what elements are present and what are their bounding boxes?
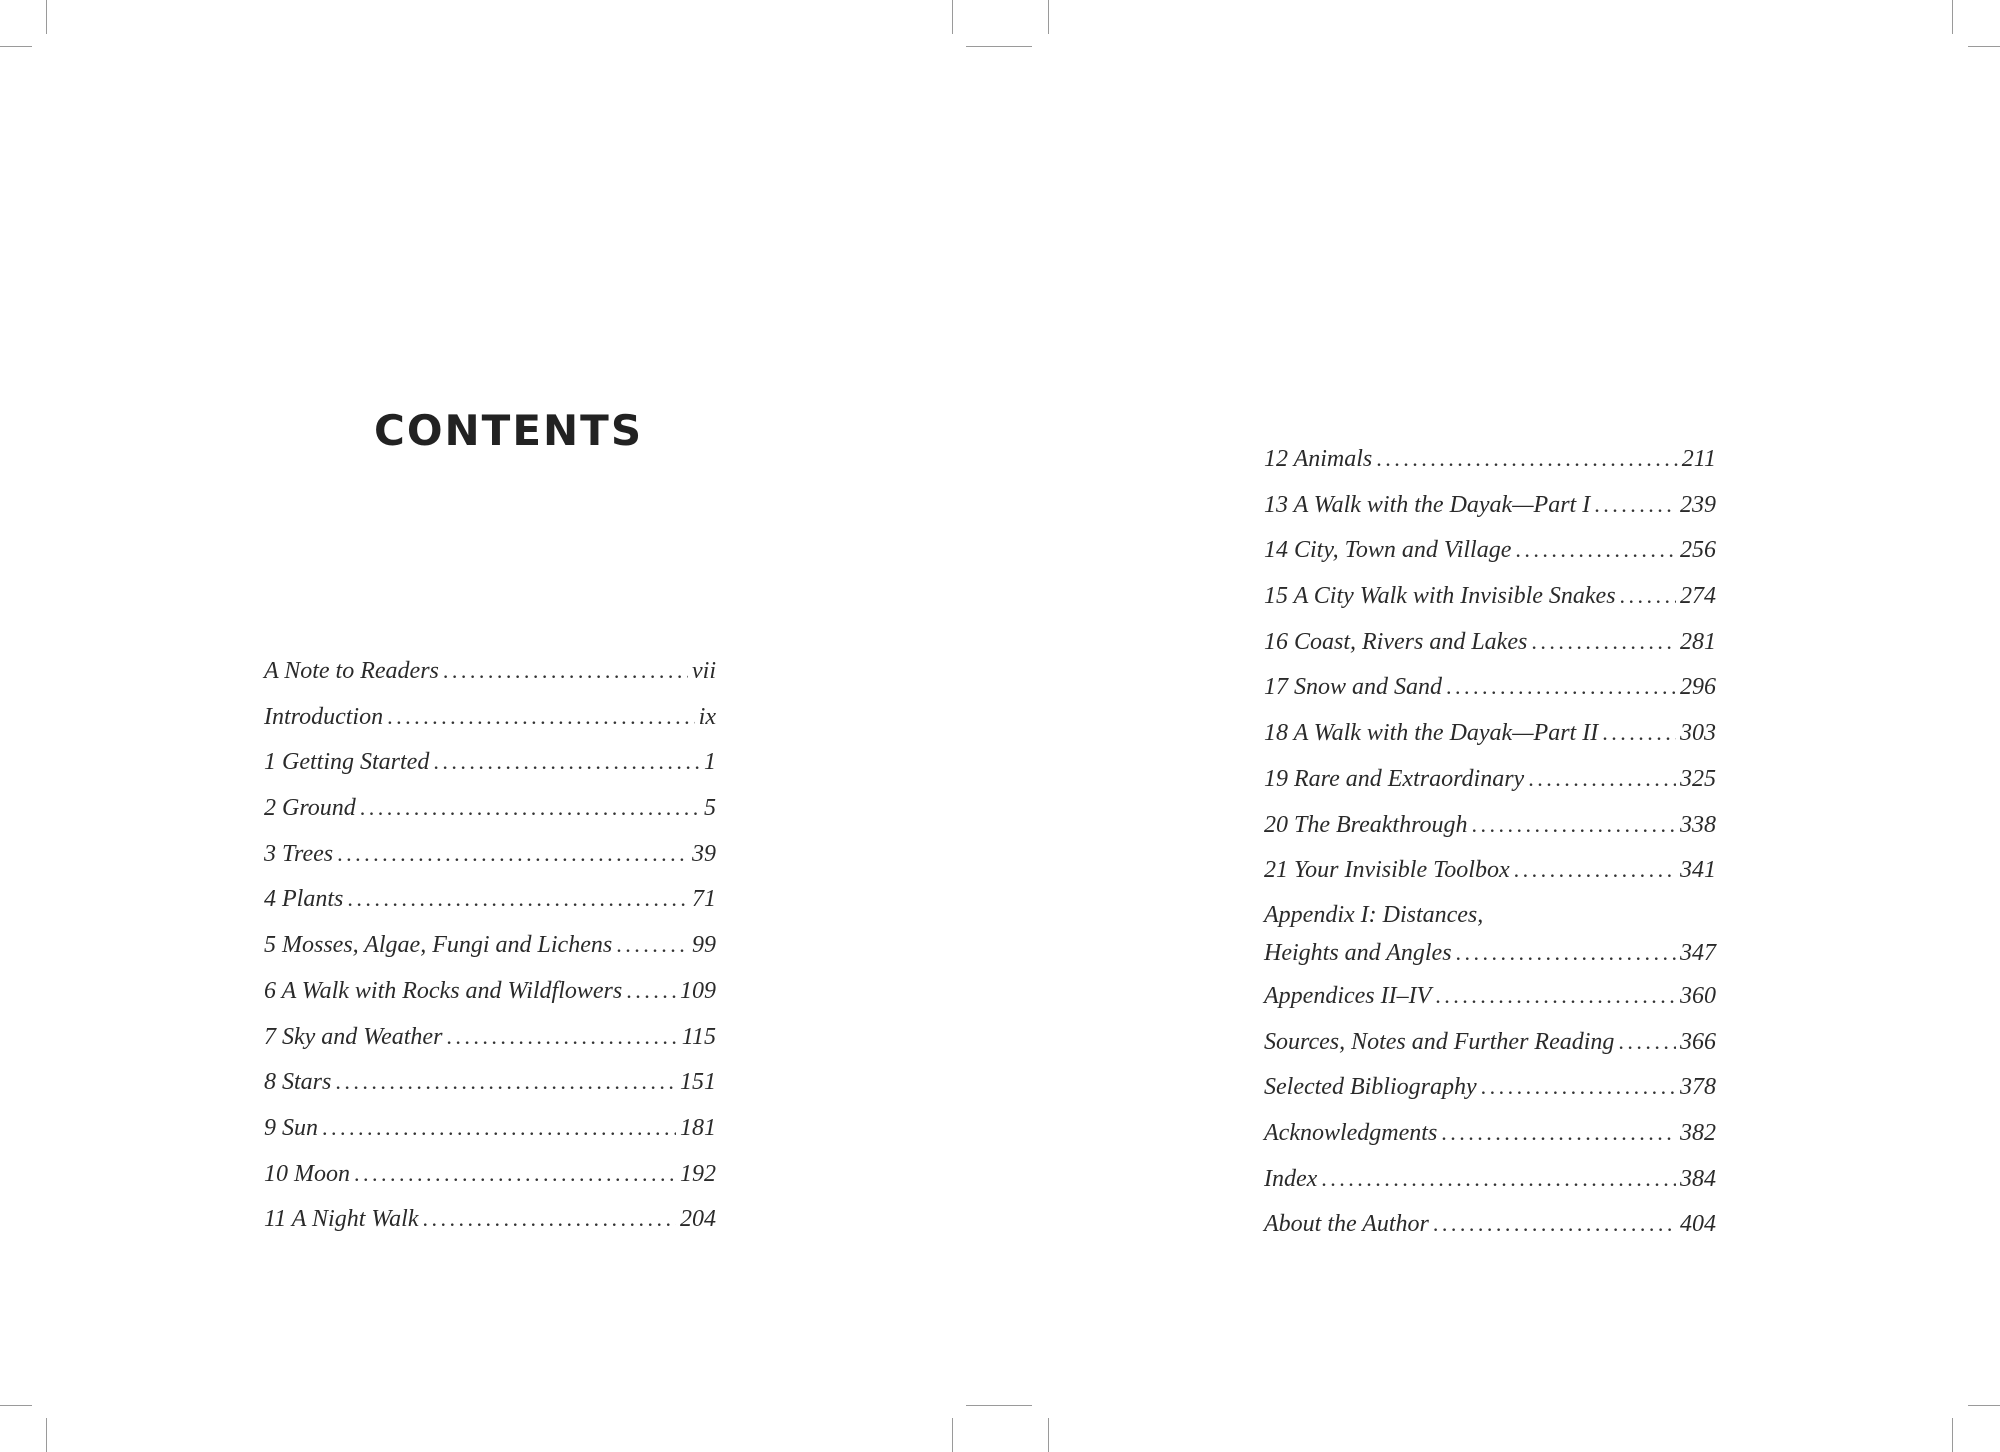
page-number: 1 — [704, 749, 716, 776]
toc-entry[interactable] — [264, 968, 716, 1014]
toc-entry[interactable] — [1264, 1201, 1716, 1247]
entry-title: 4 Plants — [264, 886, 344, 913]
entry-title: Selected Bibliography — [1264, 1074, 1477, 1101]
entry-title: 11 A Night Walk — [264, 1206, 419, 1233]
dot-leader — [422, 1196, 676, 1242]
page-number: 360 — [1680, 982, 1716, 1009]
page-number: 204 — [680, 1206, 716, 1233]
entry-title: 13 A Walk with the Dayak—Part I — [1264, 491, 1591, 518]
toc-entry[interactable] — [1264, 1019, 1716, 1065]
entry-title: Appendices II–IV — [1264, 982, 1432, 1009]
page-number: 115 — [681, 1023, 716, 1050]
toc-entry[interactable] — [264, 1059, 716, 1105]
page-number: 296 — [1680, 674, 1716, 701]
toc-entry[interactable] — [264, 1105, 716, 1151]
entry-title: 10 Moon — [264, 1160, 350, 1187]
toc-list-left — [264, 648, 716, 1242]
page-number: 382 — [1680, 1119, 1716, 1146]
crop-mark — [46, 1418, 47, 1452]
dot-leader — [1594, 482, 1676, 528]
dot-leader — [337, 831, 688, 877]
page-number: 281 — [1680, 628, 1716, 655]
page-number: 384 — [1680, 1165, 1716, 1192]
toc-entry[interactable] — [1264, 664, 1716, 710]
dot-leader — [387, 694, 695, 740]
dot-leader — [433, 739, 700, 785]
entry-title: 14 City, Town and Village — [1264, 537, 1512, 564]
toc-entry[interactable] — [1264, 1064, 1716, 1110]
toc-entry[interactable] — [264, 694, 716, 740]
dot-leader — [354, 1151, 676, 1197]
page-number: 39 — [692, 840, 716, 867]
dot-leader — [626, 968, 676, 1014]
page-number: 256 — [1680, 537, 1716, 564]
page-number: 109 — [680, 977, 716, 1004]
page-number: ix — [698, 703, 716, 730]
crop-mark — [1952, 0, 1953, 34]
entry-title: 15 A City Walk with Invisible Snakes — [1264, 583, 1616, 610]
dot-leader — [443, 648, 688, 694]
entry-title: 8 Stars — [264, 1069, 332, 1096]
toc-entry[interactable] — [264, 922, 716, 968]
crop-mark — [1048, 0, 1049, 34]
toc-entry[interactable] — [1264, 710, 1716, 756]
crop-mark — [46, 0, 47, 34]
entry-title: 2 Ground — [264, 795, 356, 822]
dot-leader — [360, 785, 700, 831]
page-number: 181 — [680, 1114, 716, 1141]
toc-entry[interactable] — [1264, 619, 1716, 665]
toc-entry[interactable] — [1264, 893, 1716, 973]
page-number: vii — [692, 658, 716, 684]
entry-title: 9 Sun — [264, 1114, 318, 1141]
dot-leader — [1602, 710, 1676, 756]
dot-leader — [1531, 619, 1676, 665]
page-number: 151 — [680, 1069, 716, 1096]
dot-leader — [616, 922, 688, 968]
page-number: 341 — [1680, 857, 1716, 884]
entry-title: 5 Mosses, Algae, Fungi and Lichens — [264, 932, 613, 959]
toc-entry[interactable] — [264, 1196, 716, 1242]
page-number: 239 — [1680, 491, 1716, 518]
toc-entry[interactable] — [264, 648, 716, 694]
dot-leader — [1321, 1156, 1676, 1202]
entry-title: 19 Rare and Extraordinary — [1264, 765, 1525, 792]
crop-mark — [1952, 1418, 1953, 1452]
dot-leader — [1515, 527, 1676, 573]
entry-title: About the Author — [1264, 1211, 1429, 1238]
page-number: 366 — [1680, 1028, 1716, 1055]
entry-title: Heights and Angles — [1264, 939, 1452, 966]
dot-leader — [347, 876, 688, 922]
toc-entry[interactable] — [1264, 527, 1716, 573]
dot-leader — [322, 1105, 676, 1151]
toc-entry[interactable] — [1264, 847, 1716, 893]
dot-leader — [1433, 1201, 1676, 1247]
dot-leader — [446, 1014, 677, 1060]
page-number: 404 — [1680, 1211, 1716, 1238]
dot-leader — [335, 1059, 676, 1105]
page-number: 338 — [1680, 811, 1716, 838]
entry-title: 1 Getting Started — [264, 749, 430, 776]
toc-entry[interactable] — [1264, 802, 1716, 848]
entry-title: 17 Snow and Sand — [1264, 674, 1443, 701]
entry-title: 16 Coast, Rivers and Lakes — [1264, 628, 1528, 655]
dot-leader — [1446, 664, 1676, 710]
crop-mark — [0, 46, 32, 47]
dot-leader — [1620, 573, 1676, 619]
dot-leader — [1481, 1064, 1676, 1110]
crop-mark — [1048, 1418, 1049, 1452]
entry-title: 18 A Walk with the Dayak—Part II — [1264, 720, 1599, 747]
dot-leader — [1618, 1019, 1676, 1065]
toc-entry[interactable] — [264, 1151, 716, 1197]
entry-title: Appendix I: Distances, — [1264, 901, 1484, 928]
entry-title: 12 Animals — [1264, 446, 1373, 472]
entry-title: 20 The Breakthrough — [1264, 811, 1468, 838]
crop-mark — [952, 0, 953, 34]
toc-entry[interactable] — [1264, 482, 1716, 528]
toc-entry[interactable] — [264, 785, 716, 831]
crop-mark — [1968, 1405, 2000, 1406]
toc-entry[interactable] — [1264, 1110, 1716, 1156]
toc-list-right — [1264, 436, 1716, 1247]
toc-entry[interactable] — [264, 831, 716, 877]
dot-leader — [1376, 436, 1678, 482]
crop-mark — [966, 46, 1032, 47]
toc-entry[interactable] — [264, 1014, 716, 1060]
page-number: 303 — [1680, 720, 1716, 747]
dot-leader — [1472, 802, 1676, 848]
toc-entry[interactable] — [1264, 1156, 1716, 1202]
entry-title: A Note to Readers — [264, 658, 439, 684]
dot-leader — [1435, 973, 1676, 1019]
dot-leader — [1441, 1110, 1676, 1156]
entry-title: 6 A Walk with Rocks and Wildflowers — [264, 977, 623, 1004]
crop-mark — [0, 1405, 32, 1406]
toc-entry[interactable] — [1264, 573, 1716, 619]
dot-leader — [1456, 934, 1676, 972]
entry-title: Index — [1264, 1165, 1318, 1192]
page-number: 71 — [692, 886, 716, 913]
page-number: 211 — [1681, 446, 1716, 472]
entry-title: 21 Your Invisible Toolbox — [1264, 857, 1510, 884]
page-number: 347 — [1680, 939, 1716, 966]
dot-leader — [1528, 756, 1676, 802]
page-number: 5 — [704, 795, 716, 822]
entry-title: Introduction — [264, 703, 384, 730]
page-title: CONTENTS — [374, 406, 644, 455]
entry-title: Acknowledgments — [1264, 1119, 1438, 1146]
toc-entry[interactable] — [1264, 973, 1716, 1019]
crop-mark — [966, 1405, 1032, 1406]
toc-entry[interactable] — [1264, 436, 1716, 482]
entry-title: 3 Trees — [264, 840, 334, 867]
entry-title-continuation — [1264, 934, 1716, 972]
crop-mark — [952, 1418, 953, 1452]
page-number: 325 — [1680, 765, 1716, 792]
dot-leader — [1514, 847, 1676, 893]
toc-entry[interactable] — [264, 739, 716, 785]
toc-entry[interactable] — [1264, 756, 1716, 802]
entry-title: 7 Sky and Weather — [264, 1023, 443, 1050]
page-number: 192 — [680, 1160, 716, 1187]
page-number: 378 — [1680, 1074, 1716, 1101]
entry-title: Sources, Notes and Further Reading — [1264, 1028, 1615, 1055]
toc-entry[interactable] — [264, 876, 716, 922]
crop-mark — [1968, 46, 2000, 47]
page-number: 274 — [1680, 583, 1716, 610]
page-number: 99 — [692, 932, 716, 959]
